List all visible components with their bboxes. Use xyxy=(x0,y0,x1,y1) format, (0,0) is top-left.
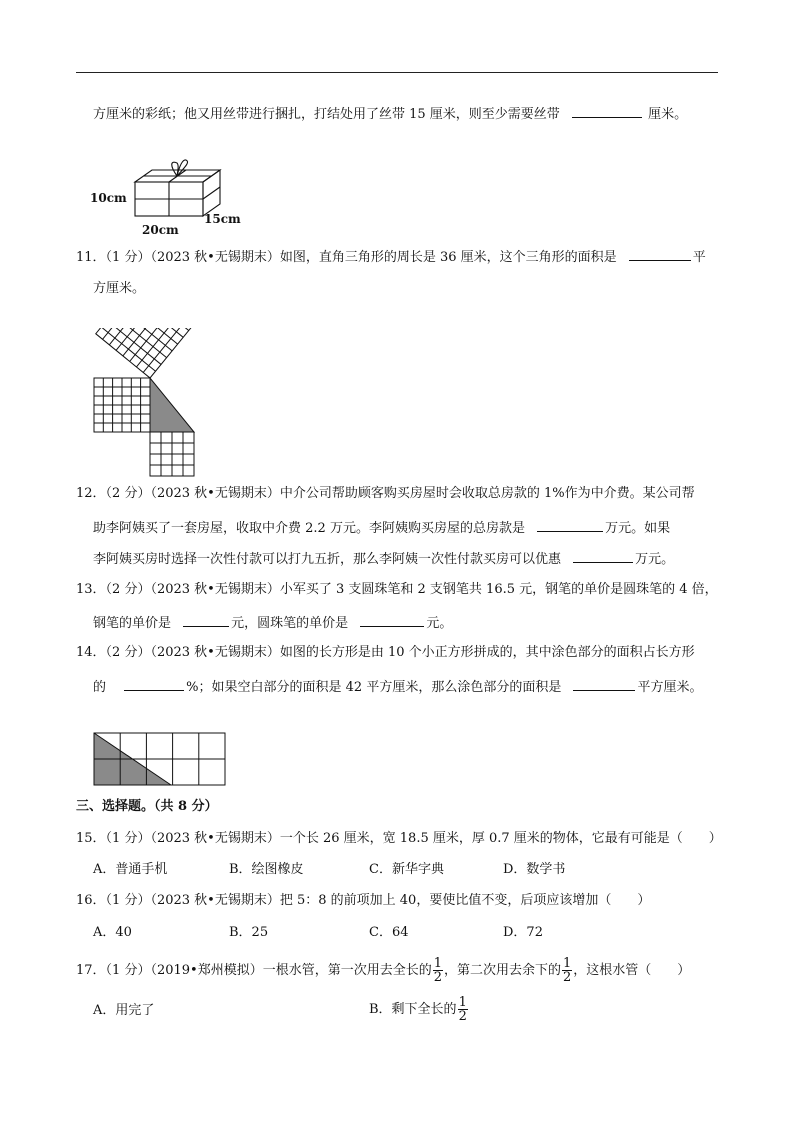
q14-line2: 的 %；如果空白部分的面积是 42 平方厘米，那么涂色部分的面积是 平方厘米。 xyxy=(93,676,702,698)
q16-line: 16．（1 分）（2023 秋•无锡期末）把 5：8 的前项加上 40，要使比值不变，后项应该增加（ ） xyxy=(76,893,651,908)
q17-option-a[interactable]: A．用完了 xyxy=(93,1003,155,1018)
q11-answer-blank[interactable] xyxy=(629,246,691,261)
q15-option-c[interactable]: C．新华字典 xyxy=(369,862,444,877)
box-width-label: 20cm xyxy=(142,223,179,237)
right-triangle-squares-figure xyxy=(88,328,258,480)
q13-pen-blank[interactable] xyxy=(183,612,229,627)
q11-line2: 方厘米。 xyxy=(93,281,146,296)
q17-line: 17．（1 分）（2019•郑州模拟）一根水管，第一次用去全长的 $\frac{1}{2}$ ，第二次用去余下的 $\frac{1}{2}$ ，这根水管（ ） xyxy=(76,956,691,985)
box-depth-label: 15cm xyxy=(204,212,241,226)
q13-ballpen-blank[interactable] xyxy=(360,612,424,627)
q13-line2: 钢笔的单价是 元，圆珠笔的单价是 元。 xyxy=(93,612,452,634)
q15-line: 15．（1 分）（2023 秋•无锡期末）一个长 26 厘米，宽 18.5 厘米，厚 0.7 厘米的物体，它最有可能是（ ） xyxy=(76,831,722,846)
q16-option-c[interactable]: C．64 xyxy=(369,925,409,940)
gift-box-figure xyxy=(90,158,250,238)
q16-option-b[interactable]: B．25 xyxy=(229,925,269,940)
q12-line1: 12．（2 分）（2023 秋•无锡期末）中介公司帮助顾客购买房屋时会收取总房款的 1%作为中介费。某公司帮 xyxy=(76,486,695,501)
q13-line1: 13．（2 分）（2023 秋•无锡期末）小军买了 3 支圆珠笔和 2 支钢笔共 16.5 元，钢笔的单价是圆珠笔的 4 倍， xyxy=(76,582,718,597)
q16-option-a[interactable]: A．40 xyxy=(93,925,132,940)
q16-option-d[interactable]: D．72 xyxy=(503,925,543,940)
q12-total-blank[interactable] xyxy=(537,517,603,532)
q12-discount-blank[interactable] xyxy=(573,548,633,563)
q12-line3: 李阿姨买房时选择一次性付款可以打九五折，那么李阿姨一次性付款买房可以优惠 万元。 xyxy=(93,548,674,570)
q10-line: 方厘米的彩纸；他又用丝带进行捆扎，打结处用了丝带 15 厘米，则至少需要丝带 厘米。 xyxy=(93,103,687,125)
header-rule xyxy=(76,72,718,73)
q15-option-d[interactable]: D．数学书 xyxy=(503,862,566,877)
q14-area-blank[interactable] xyxy=(573,676,635,691)
box-height-label: 10cm xyxy=(90,191,127,205)
q12-line2: 助李阿姨买了一套房屋，收取中介费 2.2 万元。李阿姨购买房屋的总房款是 万元。如果 xyxy=(93,517,670,539)
q14-line1: 14．（2 分）（2023 秋•无锡期末）如图的长方形是由 10 个小正方形拼成的，其中涂色部分的面积占长方形 xyxy=(76,645,695,660)
q14-percent-blank[interactable] xyxy=(124,676,184,691)
q15-option-a[interactable]: A．普通手机 xyxy=(93,862,168,877)
section-3-heading: 三、选择题。（共 8 分） xyxy=(76,799,218,814)
ten-squares-rectangle-figure xyxy=(92,731,228,787)
q15-option-b[interactable]: B．绘图橡皮 xyxy=(229,862,304,877)
fraction-one-half: $\frac{1}{2}$ xyxy=(433,956,442,985)
fraction-one-half: $\frac{1}{2}$ xyxy=(458,995,467,1024)
q11-line1: 11．（1 分）（2023 秋•无锡期末）如图，直角三角形的周长是 36 厘米，这个三角形的面积是 平 xyxy=(76,246,706,268)
q10-answer-blank[interactable] xyxy=(572,103,642,118)
fraction-one-half: $\frac{1}{2}$ xyxy=(563,956,572,985)
q17-option-b[interactable]: B．剩下全长的 $\frac{1}{2}$ xyxy=(369,995,467,1024)
